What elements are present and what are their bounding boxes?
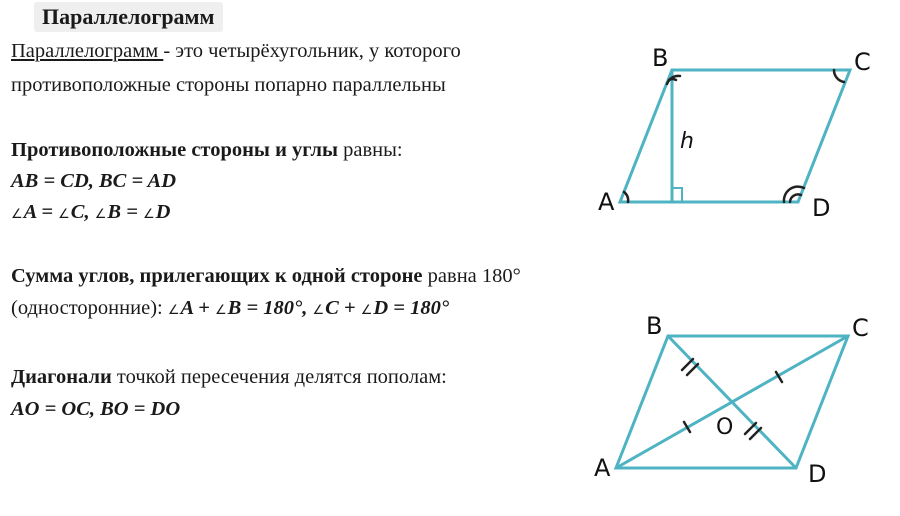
tick-bo-2 — [687, 364, 698, 375]
vertex-label-a: A — [598, 188, 615, 216]
angle-sign-icon: ∠ — [11, 206, 23, 221]
prop3-bold: Диагонали — [11, 366, 112, 388]
prop2-heading — [11, 265, 521, 288]
vertex-label-c: C — [854, 48, 871, 76]
angle-sign-icon: ∠ — [143, 206, 155, 221]
parallelogram-outline — [620, 70, 850, 202]
prop1-heading — [11, 139, 403, 162]
vertex-label-b: B — [646, 312, 663, 340]
tick-bo-1 — [682, 359, 693, 370]
diagonal-bd — [668, 336, 796, 468]
height-label: h — [680, 129, 694, 154]
vertex-label-c: C — [852, 314, 869, 342]
vertex-label-d: D — [808, 460, 827, 488]
tick-od-2 — [750, 428, 761, 439]
prop2-bold: Сумма углов, прилегающих к одной стороне — [11, 265, 423, 287]
angle-sign-icon: ∠ — [214, 302, 227, 317]
definition-line-1 — [11, 40, 461, 63]
parallelogram-diagonals-figure — [580, 300, 880, 500]
angle-sign-icon: ∠ — [167, 302, 180, 317]
vertex-label-d: D — [812, 194, 831, 222]
parallelogram-height-figure — [580, 36, 880, 226]
page-title: Параллелограмм — [34, 2, 223, 32]
definition-text: - это четырёхугольник, у которого — [163, 40, 461, 62]
prop2-equation-line — [11, 297, 449, 320]
angle-sign-icon: ∠ — [312, 302, 325, 317]
prop2-equation: ∠A + ∠B = 180°, ∠C + ∠D = 180° — [167, 297, 450, 319]
prop3-normal: точкой пересечения делятся пополам: — [111, 366, 447, 388]
definition-line-2: противоположные стороны попарно параллельны — [11, 74, 446, 96]
prop1-angles-equation: ∠A = ∠C, ∠B = ∠D — [11, 201, 171, 223]
angle-arc-b-inner — [669, 79, 676, 80]
angle-sign-icon: ∠ — [360, 302, 373, 317]
definition-term: Параллелограмм — [11, 40, 164, 62]
vertex-label-b: B — [652, 44, 669, 72]
tick-od-1 — [745, 423, 756, 434]
prop3-equation: AO = OC, BO = DO — [11, 398, 181, 420]
prop2-normal: равна 180° — [422, 265, 521, 287]
prop2-prefix: (односторонние): — [11, 297, 168, 319]
prop3-heading — [11, 366, 447, 389]
center-label-o: O — [716, 415, 734, 440]
angle-arc-c — [834, 70, 844, 82]
angle-sign-icon: ∠ — [94, 206, 107, 221]
angle-sign-icon: ∠ — [58, 206, 70, 221]
prop1-sides-equation: AB = CD, BC = AD — [11, 170, 177, 192]
prop1-normal: равны: — [338, 139, 403, 161]
prop1-bold: Противоположные стороны и углы — [11, 139, 339, 161]
vertex-label-a: A — [594, 454, 611, 482]
